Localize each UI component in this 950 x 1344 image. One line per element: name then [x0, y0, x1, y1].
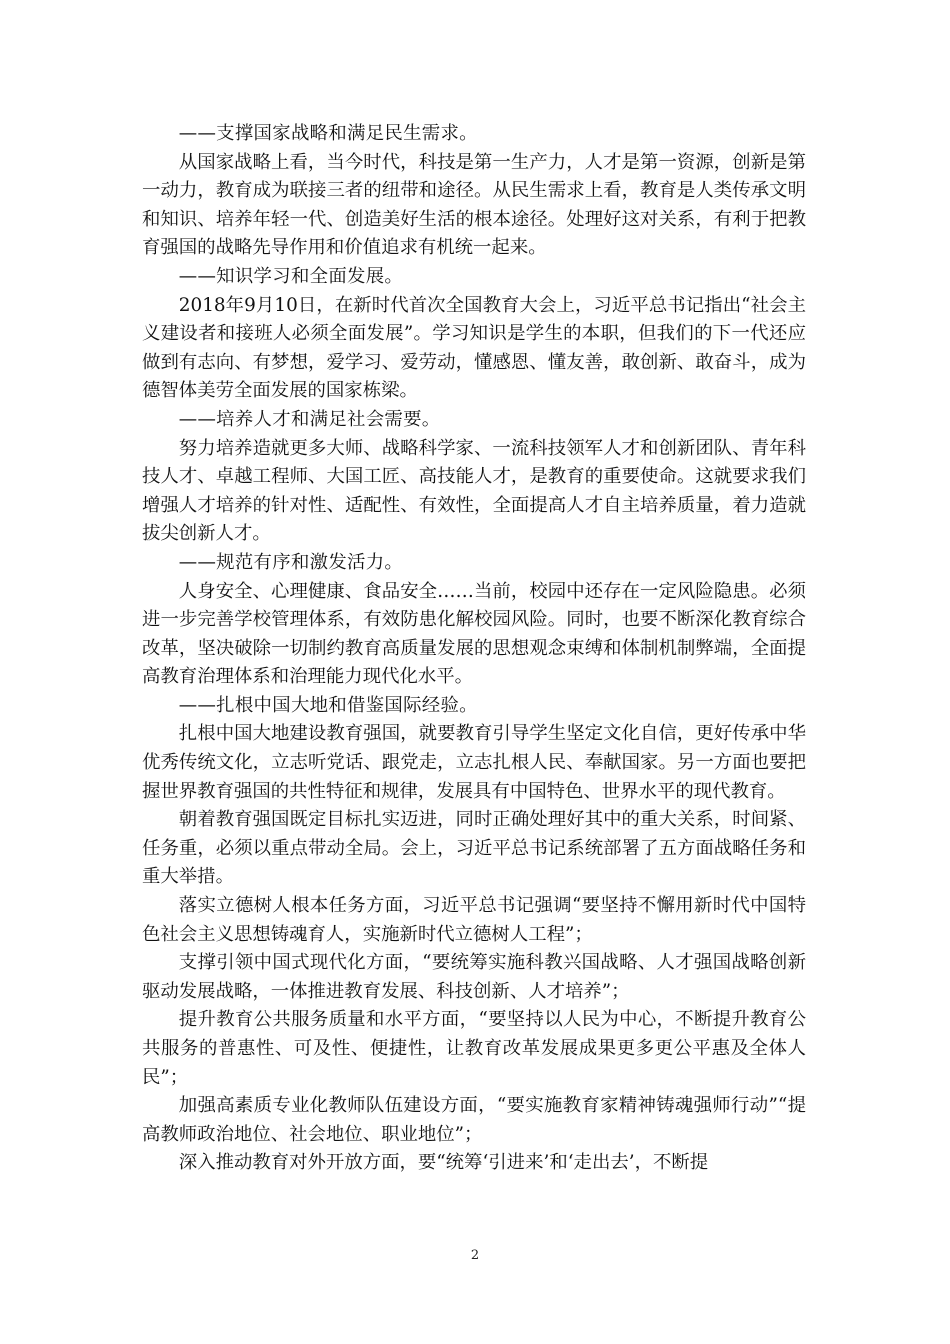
body-paragraph: 支撑引领中国式现代化方面，“要统筹实施科教兴国战略、人才强国战略创新驱动发展战略，一体推进教育发展、科技创新、人才培养”； [142, 952, 806, 1002]
body-paragraph: 人身安全、心理健康、食品安全……当前，校园中还存在一定风险隐患。必须进一步完善学校管理体系，有效防患化解校园风险。同时，也要不断深化教育综合改革，坚决破除一切制约教育高质量发展的思想观念束缚和体制机制弊端，全面提高教育治理体系和治理能力现代化水平。 [142, 580, 806, 688]
section-heading-knowledge-learning: ——知识学习和全面发展。 [178, 265, 404, 287]
body-paragraph: 扎根中国大地建设教育强国，就要教育引导学生坚定文化自信，更好传承中华优秀传统文化，立志听党话、跟党走，立志扎根人民、奉献国家。另一方面也要把握世界教育强国的共性特征和规律，发展具有中国特色、世界水平的现代教育。 [142, 723, 806, 802]
body-paragraph: 朝着教育强国既定目标扎实迈进，同时正确处理好其中的重大关系，时间紧、任务重，必须以重点带动全局。会上，习近平总书记系统部署了五方面战略任务和重大举措。 [142, 809, 806, 888]
body-paragraph: 加强高素质专业化教师队伍建设方面，“要实施教育家精神铸魂强师行动”“提高教师政治地位、社会地位、职业地位”； [142, 1095, 806, 1145]
body-paragraph: 落实立德树人根本任务方面，习近平总书记强调“要坚持不懈用新时代中国特色社会主义思想铸魂育人，实施新时代立德树人工程”； [142, 895, 806, 945]
section-heading-rooted-in-china: ——扎根中国大地和借鉴国际经验。 [178, 694, 478, 716]
section-heading-order-and-vitality: ——规范有序和激发活力。 [178, 551, 404, 573]
body-paragraph: 从国家战略上看，当今时代，科技是第一生产力，人才是第一资源，创新是第一动力，教育成为联接三者的纽带和途径。从民生需求上看，教育是人类传承文明和知识、培养年轻一代、创造美好生活的根本途径。处理好这对关系，有利于把教育强国的战略先导作用和价值追求有机统一起来。 [142, 151, 806, 259]
section-heading-national-strategy: ——支撑国家战略和满足民生需求。 [178, 123, 478, 144]
section-heading-talent-cultivation: ——培养人才和满足社会需要。 [178, 408, 441, 430]
body-paragraph: 努力培养造就更多大师、战略科学家、一流科技领军人才和创新团队、青年科技人才、卓越工程师、大国工匠、高技能人才，是教育的重要使命。这就要求我们增强人才培养的针对性、适配性、有效性，全面提高人才自主培养质量，着力造就拔尖创新人才。 [142, 437, 806, 545]
body-paragraph: 提升教育公共服务质量和水平方面，“要坚持以人民为中心，不断提升教育公共服务的普惠性、可及性、便捷性，让教育改革发展成果更多更公平惠及全体人民”； [142, 1009, 806, 1088]
document-body [142, 120, 806, 1178]
body-paragraph: 深入推动教育对外开放方面，要“统筹‘引进来’和‘走出去’，不断提 [178, 1152, 709, 1174]
page-number: 2 [470, 1248, 480, 1263]
body-paragraph: 2018年9月10日，在新时代首次全国教育大会上，习近平总书记指出“社会主义建设者和接班人必须全面发展”。学习知识是学生的本职，但我们的下一代还应做到有志向、有梦想，爱学习、爱劳动，懂感恩、懂友善，敢创新、敢奋斗，成为德智体美劳全面发展的国家栋梁。 [142, 294, 806, 402]
